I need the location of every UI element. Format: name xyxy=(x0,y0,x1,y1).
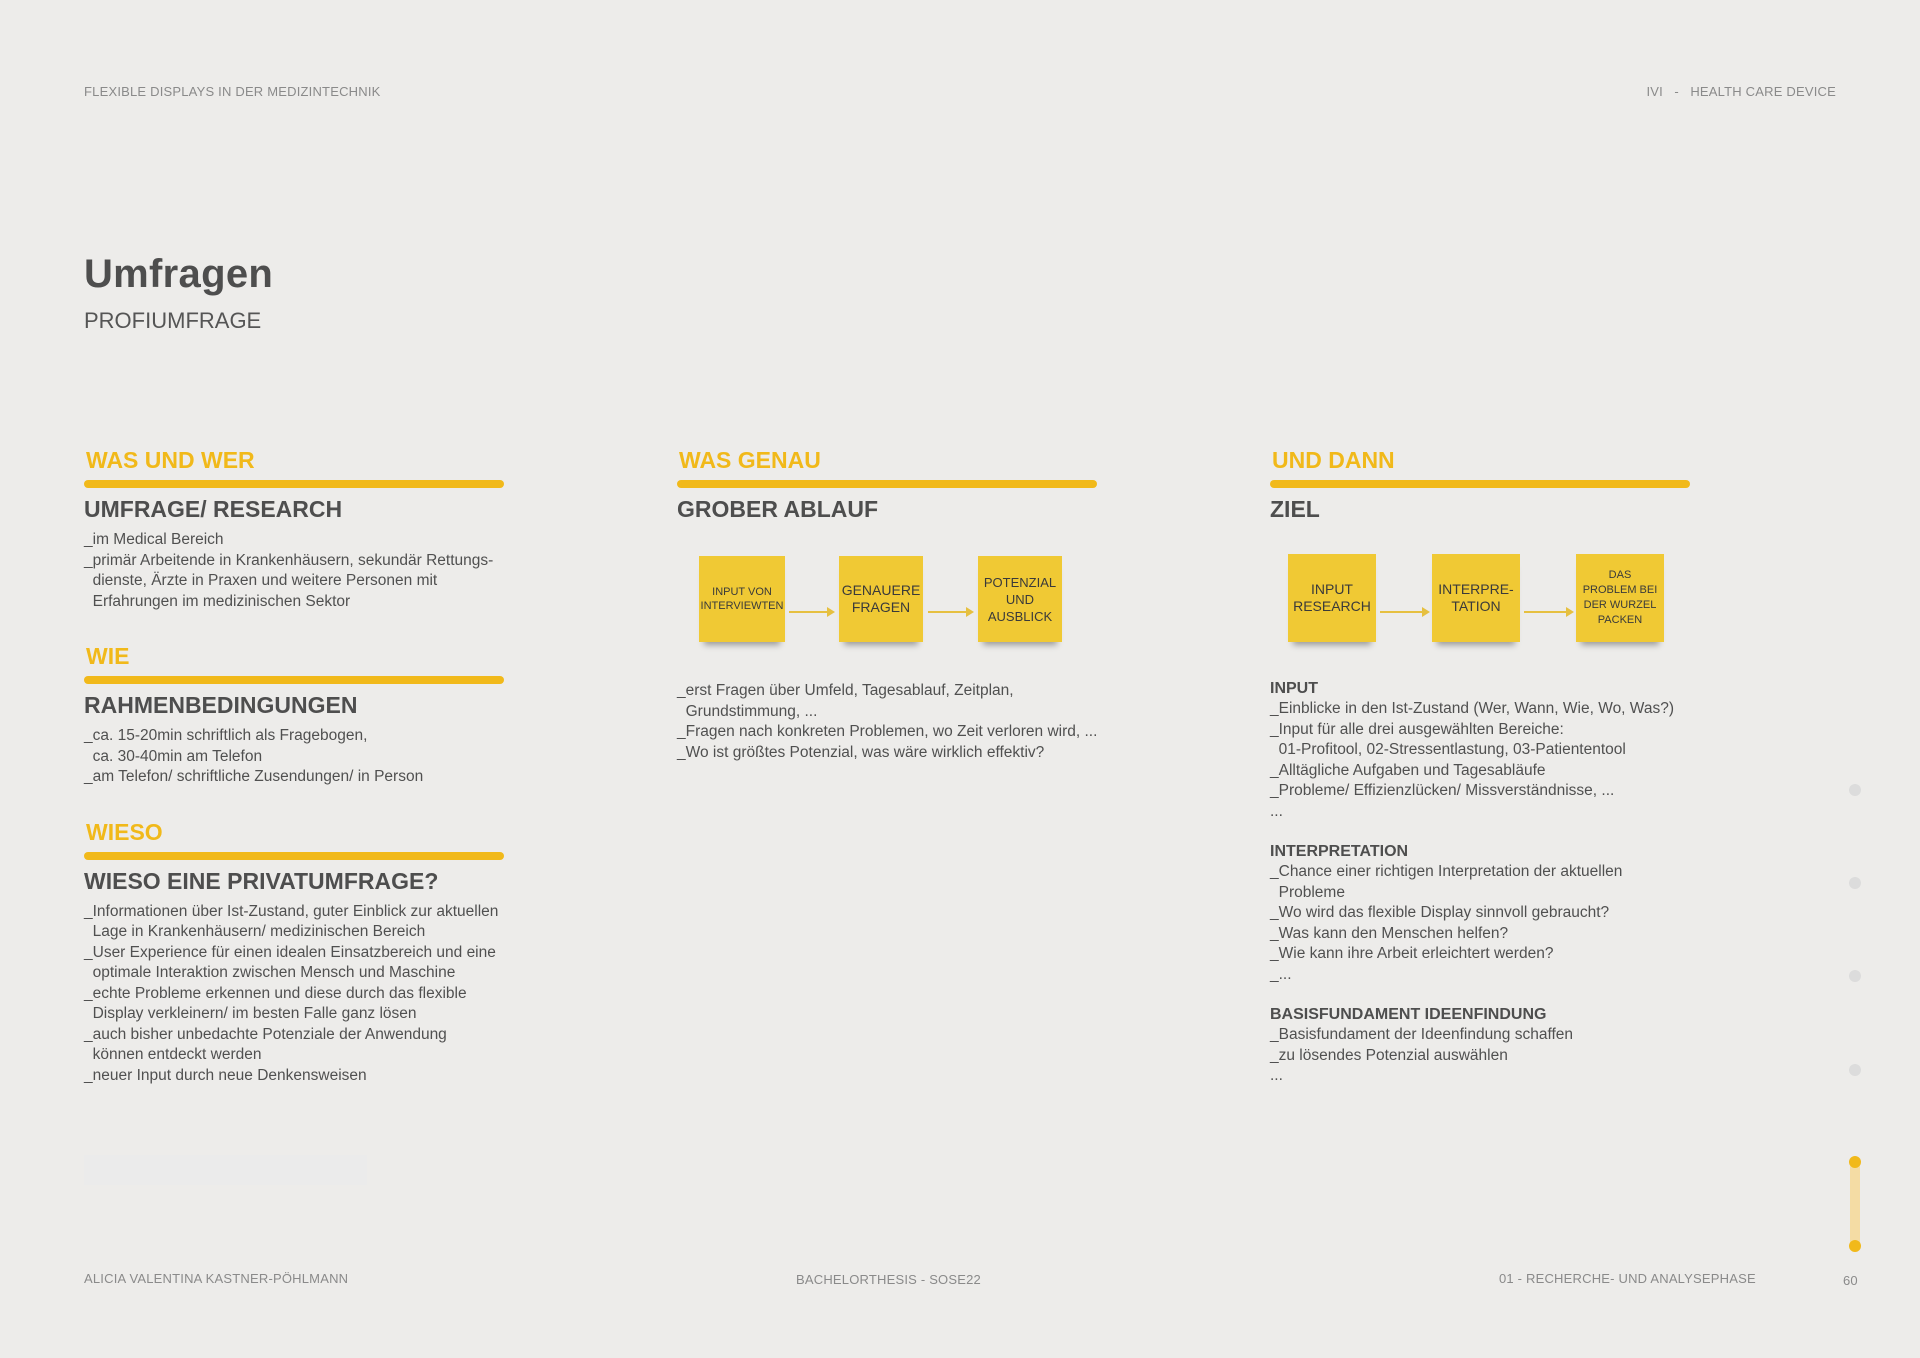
text-line: _... xyxy=(1270,965,1292,983)
process-flow-diagram xyxy=(677,550,1097,670)
sticky-note xyxy=(1432,554,1520,642)
section-title: ZIEL xyxy=(1270,496,1320,522)
scroll-dot[interactable] xyxy=(1849,784,1861,796)
sticky-note xyxy=(1576,554,1664,642)
section-text xyxy=(84,726,504,788)
text-line: ca. 30-40min am Telefon xyxy=(84,747,263,765)
sticky-note xyxy=(978,556,1062,642)
text-line: _Input für alle drei ausgewählten Bereiche: xyxy=(1270,720,1564,738)
text-line: _Informationen über Ist-Zustand, guter Einblick zur aktuellen xyxy=(84,902,499,920)
section-text xyxy=(677,681,1097,763)
text-line: _echte Probleme erkennen und diese durch das flexible xyxy=(84,984,467,1002)
text-line: optimale Interaktion zwischen Mensch und Maschine xyxy=(84,964,456,981)
running-header-title: FLEXIBLE DISPLAYS IN DER MEDIZINTECHNIK xyxy=(84,84,381,99)
section-divider xyxy=(677,480,1097,488)
text-line: Erfahrungen im medizinischen Sektor xyxy=(84,592,351,610)
flow-arrow-icon xyxy=(928,611,972,613)
text-line: ... xyxy=(1270,1067,1283,1084)
sticky-note-label: INPUT RESEARCH xyxy=(1293,581,1371,614)
text-line: Display verkleinern/ im besten Falle ganz lösen xyxy=(84,1005,417,1022)
page-subtitle: PROFIUMFRAGE xyxy=(84,308,262,333)
text-line: _Wo ist größtes Potenzial, was wäre wirklich effektiv? xyxy=(677,743,1045,761)
sticky-note xyxy=(839,556,923,642)
section-heading: UND DANN xyxy=(1272,447,1395,473)
text-line: ... xyxy=(1270,802,1283,820)
text-line: _neuer Input durch neue Denkensweisen xyxy=(84,1066,367,1084)
column-was-genau xyxy=(677,446,1097,763)
flow-arrow-icon xyxy=(1380,611,1428,613)
section-wie xyxy=(84,642,504,788)
text-line: _Chance einer richtigen Interpretation der aktuellen xyxy=(1270,863,1623,880)
section-title: WIESO EINE PRIVATUMFRAGE? xyxy=(84,867,439,894)
column-und-dann xyxy=(1270,446,1690,1087)
footer-thesis: BACHELORTHESIS - SOSE22 xyxy=(796,1272,981,1287)
text-line: 01-Profitool, 02-Stressentlastung, 03-Patiententool xyxy=(1270,741,1626,758)
text-line: _primär Arbeitende in Krankenhäusern, sekundär Rettungs- xyxy=(84,551,494,569)
column-was-und-wer xyxy=(84,446,504,1086)
text-line: _Was kann den Menschen helfen? xyxy=(1270,924,1509,942)
text-line: Grundstimmung, ... xyxy=(677,702,818,720)
footer-chapter: 01 - RECHERCHE- UND ANALYSEPHASE xyxy=(1499,1271,1756,1286)
text-line: dienste, Ärzte in Praxen und weitere Personen mit xyxy=(84,572,438,589)
sticky-note-label: DAS PROBLEM BEI DER WURZEL PACKEN xyxy=(1582,569,1658,626)
section-divider xyxy=(84,852,504,860)
text-line: Probleme xyxy=(1270,883,1345,901)
scroll-track[interactable] xyxy=(1850,1162,1860,1248)
section-wieso xyxy=(84,818,504,1087)
section-title: UMFRAGE/ RESEARCH xyxy=(84,496,343,522)
section-text xyxy=(84,902,504,1087)
text-line: _Fragen nach konkreten Problemen, wo Zeit verloren wird, ... xyxy=(677,723,1098,740)
block-text xyxy=(1270,862,1690,985)
text-line: _erst Fragen über Umfeld, Tagesablauf, Zeitplan, xyxy=(677,682,1014,699)
scroll-handle-top[interactable] xyxy=(1849,1156,1861,1168)
text-line: Lage in Krankenhäusern/ medizinischen Bereich xyxy=(84,923,426,940)
text-line: _Wie kann ihre Arbeit erleichtert werden? xyxy=(1270,945,1554,962)
scroll-handle-bottom[interactable] xyxy=(1849,1240,1861,1252)
placeholder-box xyxy=(84,1155,367,1185)
text-line: _ca. 15-20min schriftlich als Fragebogen, xyxy=(84,727,368,744)
section-title: GROBER ABLAUF xyxy=(677,496,879,522)
flow-arrow-icon xyxy=(1524,611,1572,613)
text-line: _Probleme/ Effizienzlücken/ Missverständnisse, ... xyxy=(1270,782,1615,799)
sticky-note-label: POTENZIAL UND AUSBLICK xyxy=(983,574,1057,624)
goal-flow-diagram xyxy=(1270,550,1690,670)
section-title: RAHMENBEDINGUNGEN xyxy=(84,692,358,718)
block-title: BASISFUNDAMENT IDEENFINDUNG xyxy=(1270,1006,1547,1023)
text-line: _im Medical Bereich xyxy=(84,531,224,548)
section-was-und-wer xyxy=(84,446,504,612)
section-heading: WAS GENAU xyxy=(679,447,821,473)
text-line: _Alltägliche Aufgaben und Tagesabläufe xyxy=(1270,761,1546,779)
text-line: können entdeckt werden xyxy=(84,1046,262,1063)
page-title: Umfragen xyxy=(84,252,274,296)
text-line: _User Experience für einen idealen Einsatzbereich und eine xyxy=(84,943,496,961)
block-text xyxy=(1270,1025,1690,1087)
text-line: _am Telefon/ schriftliche Zusendungen/ in Person xyxy=(84,768,424,785)
block-title: INPUT xyxy=(1270,680,1318,697)
text-line: _Einblicke in den Ist-Zustand (Wer, Wann, Wie, Wo, Was?) xyxy=(1270,700,1675,717)
section-divider xyxy=(1270,480,1690,488)
section-divider xyxy=(84,480,504,488)
page-number: 60 xyxy=(1843,1273,1858,1288)
sticky-note xyxy=(699,556,785,642)
goal-block-input xyxy=(1270,679,1690,822)
running-header-chapter: IVI - HEALTH CARE DEVICE xyxy=(1646,84,1836,99)
sticky-note xyxy=(1288,554,1376,642)
text-line: _Basisfundament der Ideenfindung schaffen xyxy=(1270,1026,1574,1043)
scroll-dot[interactable] xyxy=(1849,877,1861,889)
sticky-note-label: GENAUERE FRAGEN xyxy=(841,582,921,615)
footer-author: ALICIA VALENTINA KASTNER-PÖHLMANN xyxy=(84,1271,349,1286)
section-heading: WIESO xyxy=(86,818,163,845)
sticky-note-label: INPUT VON INTERVIEWTEN xyxy=(700,586,784,612)
flow-arrow-icon xyxy=(789,611,833,613)
section-text xyxy=(84,530,504,612)
sticky-note-label: INTERPRE- TATION xyxy=(1438,581,1514,614)
goal-block-interpretation xyxy=(1270,842,1690,985)
scroll-dot[interactable] xyxy=(1849,970,1861,982)
scroll-dot[interactable] xyxy=(1849,1064,1861,1076)
text-line: _zu lösendes Potenzial auswählen xyxy=(1270,1046,1508,1064)
text-line: _Wo wird das flexible Display sinnvoll gebraucht? xyxy=(1270,904,1610,921)
text-line: _auch bisher unbedachte Potenziale der Anwendung xyxy=(84,1025,447,1043)
block-title: INTERPRETATION xyxy=(1270,843,1409,860)
goal-block-basisfundament xyxy=(1270,1005,1690,1087)
section-heading: WAS UND WER xyxy=(86,447,255,473)
block-text xyxy=(1270,699,1690,822)
section-heading: WIE xyxy=(86,643,130,669)
section-divider xyxy=(84,676,504,684)
